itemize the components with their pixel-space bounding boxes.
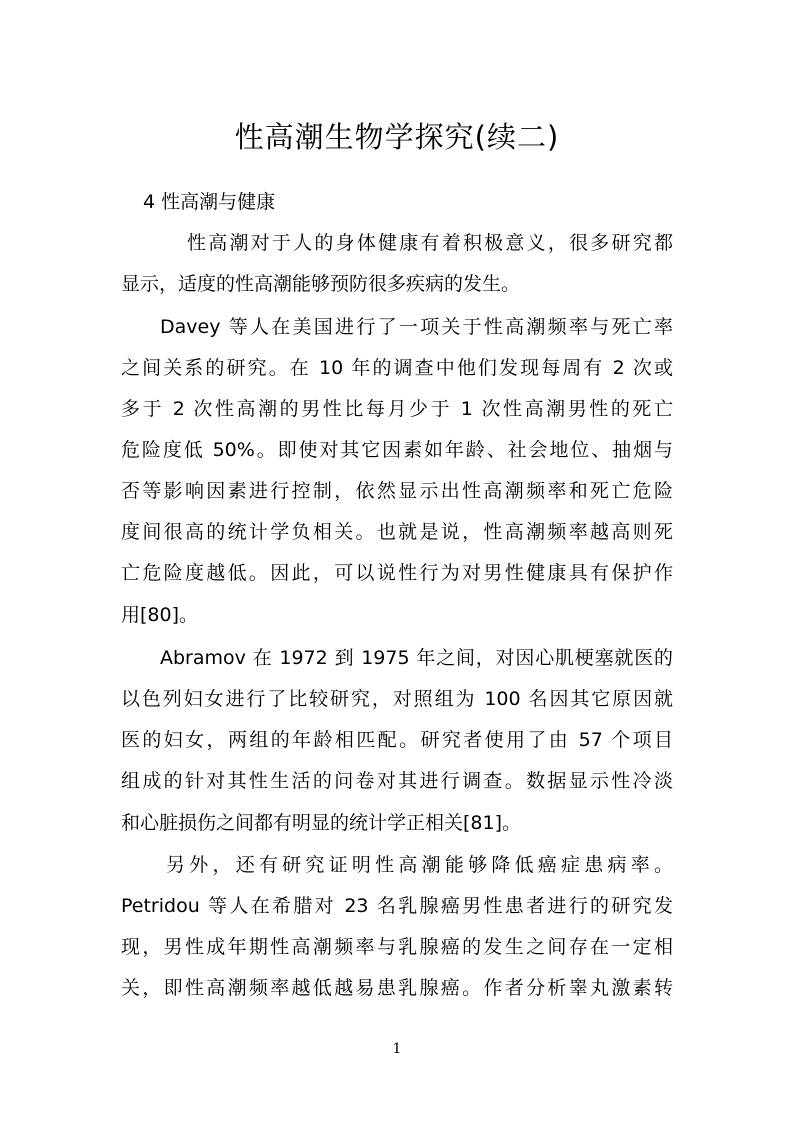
paragraph-line: Petridou 等人在希腊对 23 名乳腺癌男性患者进行的研究发 (121, 895, 673, 917)
paragraph-line: 多于 2 次性高潮的男性比每月少于 1 次性高潮男性的死亡 (121, 398, 673, 420)
paragraph-line: Abramov 在 1972 到 1975 年之间，对因心肌梗塞就医的 (160, 647, 673, 669)
paragraph-line: 以色列妇女进行了比较研究，对照组为 100 名因其它原因就 (121, 688, 673, 710)
paragraph-line: 否等影响因素进行控制，依然显示出性高潮频率和死亡危险 (121, 480, 673, 502)
section-heading: 4 性高潮与健康 (143, 191, 276, 213)
paragraph-line: 医的妇女，两组的年龄相匹配。研究者使用了由 57 个项目 (121, 729, 673, 751)
paragraph-line: 亡危险度越低。因此，可以说性行为对男性健康具有保护作 (121, 562, 673, 584)
paragraph-line: 显示，适度的性高潮能够预防很多疾病的发生。 (121, 273, 521, 295)
paragraph-line: 另外，还有研究证明性高潮能够降低癌症患病率。 (166, 854, 673, 876)
paragraph-line: 和心脏损伤之间都有明显的统计学正相关[81]。 (121, 812, 522, 834)
paragraph-line: 危险度低 50%。即使对其它因素如年龄、社会地位、抽烟与 (121, 439, 673, 461)
page-number: 1 (392, 1041, 402, 1057)
paragraph-line: 现，男性成年期性高潮频率与乳腺癌的发生之间存在一定相 (121, 936, 673, 958)
paragraph-line: 组成的针对其性生活的问卷对其进行调查。数据显示性冷淡 (121, 770, 673, 792)
paragraph-line: Davey 等人在美国进行了一项关于性高潮频率与死亡率 (160, 316, 673, 338)
page-title: 性高潮生物学探究(续二) (234, 120, 560, 155)
paragraph-line: 性高潮对于人的身体健康有着积极意义，很多研究都 (187, 232, 673, 254)
paragraph-line: 之间关系的研究。在 10 年的调查中他们发现每周有 2 次或 (121, 357, 673, 379)
paragraph-line: 关，即性高潮频率越低越易患乳腺癌。作者分析睾丸激素转 (121, 977, 673, 999)
paragraph-line: 用[80]。 (121, 604, 199, 626)
paragraph-line: 度间很高的统计学负相关。也就是说，性高潮频率越高则死 (121, 521, 673, 543)
